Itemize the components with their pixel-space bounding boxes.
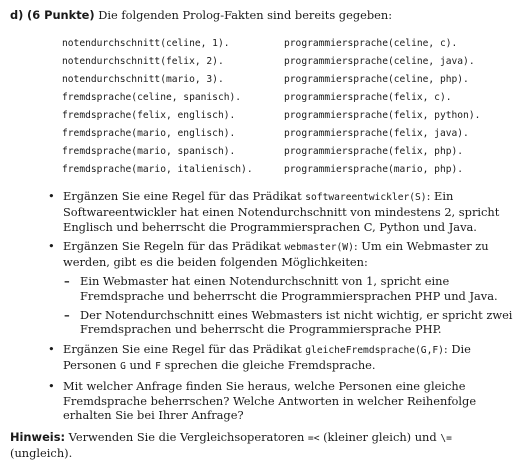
fact-right: programmiersprache(felix, c).: [284, 92, 452, 103]
operator-code: \=: [440, 433, 452, 445]
task-softwareentwickler: [10, 189, 513, 234]
task-list: [10, 189, 513, 422]
fact-row: [62, 107, 513, 125]
task-text: und: [125, 357, 156, 372]
bullet-icon: •: [48, 379, 55, 394]
fact-row: [62, 35, 513, 53]
dash-icon: –: [64, 308, 70, 323]
fact-left: fremdsprache(mario, italienisch).: [62, 164, 253, 175]
fact-row: [62, 53, 513, 71]
hint: [10, 430, 513, 461]
option-text: Der Notendurchschnitt eines Webmasters ist nicht wichtig, er spricht zwei Fremdsprachen und beherrscht die Programmiersprache PHP.: [80, 308, 513, 337]
operator-code: =<: [307, 433, 320, 445]
predicate-code: gleicheFremdsprache(G,F): [305, 344, 444, 356]
predicate-code: webmaster(W): [284, 241, 354, 253]
task-text: : Ein Softwareentwickler hat einen Notendurchschnitt von mindestens 2, spricht Englisch und beherrscht die Programmiersprachen C, Python und Java.: [63, 189, 500, 234]
fact-right: programmiersprache(felix, php).: [284, 146, 464, 157]
task-text: Ergänzen Sie Regeln für das Prädikat: [63, 238, 285, 253]
variable-code: G: [120, 360, 126, 372]
predicate-code: softwareentwickler(S): [305, 192, 427, 203]
fact-row: [62, 143, 513, 161]
task-text: : Um ein Webmaster zu werden, gibt es die beiden folgenden Möglichkeiten:: [63, 238, 489, 270]
fact-right: programmiersprache(celine, php).: [284, 74, 469, 85]
hint-label: Hinweis:: [10, 430, 66, 445]
dash-icon: –: [64, 274, 70, 289]
exercise-header: [10, 8, 513, 23]
variable-code: F: [155, 360, 161, 372]
fact-row: [62, 161, 513, 179]
webmaster-options: [63, 274, 513, 336]
task-webmaster: [10, 239, 513, 337]
fact-left: fremdsprache(mario, englisch).: [62, 128, 236, 139]
task-text: Ergänzen Sie eine Regel für das Prädikat: [63, 189, 306, 203]
webmaster-option: [63, 308, 513, 337]
fact-left: notendurchschnitt(mario, 3).: [62, 74, 224, 85]
hint-text: Verwenden Sie die Vergleichsoperatoren: [68, 430, 308, 445]
task-text: Mit welcher Anfrage finden Sie heraus, welche Personen eine gleiche Fremdsprache beherrschen? Welche Antworten in welcher Reihenfolge erhalten Sie bei Ihrer Anfrage?: [63, 379, 477, 422]
fact-row: [62, 89, 513, 107]
task-anfrage: [10, 379, 513, 422]
fact-left: notendurchschnitt(felix, 2).: [62, 56, 224, 67]
fact-left: fremdsprache(mario, spanisch).: [62, 146, 236, 157]
bullet-icon: •: [48, 238, 55, 253]
fact-right: programmiersprache(celine, c).: [284, 38, 458, 49]
header-text: Die folgenden Prolog-Fakten sind bereits gegeben:: [98, 8, 393, 22]
task-text: : Die Personen: [63, 341, 471, 372]
fact-row: [62, 125, 513, 143]
prolog-facts: [62, 35, 513, 179]
task-text: sprechen die gleiche Fremdsprache.: [160, 357, 376, 372]
fact-right: programmiersprache(celine, java).: [284, 56, 475, 67]
bullet-icon: •: [48, 189, 55, 203]
option-text: Ein Webmaster hat einen Notendurchschnitt von 1, spricht eine Fremdsprache und beherrscht die Programmiersprachen PHP und Java.: [80, 274, 498, 303]
hint-text: (ungleich).: [10, 446, 73, 461]
fact-right: programmiersprache(felix, java).: [284, 128, 469, 139]
fact-row: [62, 71, 513, 89]
exercise-page: [10, 8, 513, 461]
task-text: Ergänzen Sie eine Regel für das Prädikat: [63, 341, 306, 356]
fact-right: programmiersprache(mario, php).: [284, 164, 464, 175]
part-label: d): [10, 8, 24, 22]
points-label: (6 Punkte): [27, 8, 95, 22]
fact-left: fremdsprache(felix, englisch).: [62, 110, 236, 121]
hint-text: (kleiner gleich) und: [319, 430, 441, 445]
bullet-icon: •: [48, 341, 55, 356]
fact-right: programmiersprache(felix, python).: [284, 110, 481, 121]
fact-left: notendurchschnitt(celine, 1).: [62, 38, 230, 49]
fact-left: fremdsprache(celine, spanisch).: [62, 92, 242, 103]
task-gleiche-fremdsprache: [10, 342, 513, 375]
webmaster-option: [63, 274, 513, 303]
